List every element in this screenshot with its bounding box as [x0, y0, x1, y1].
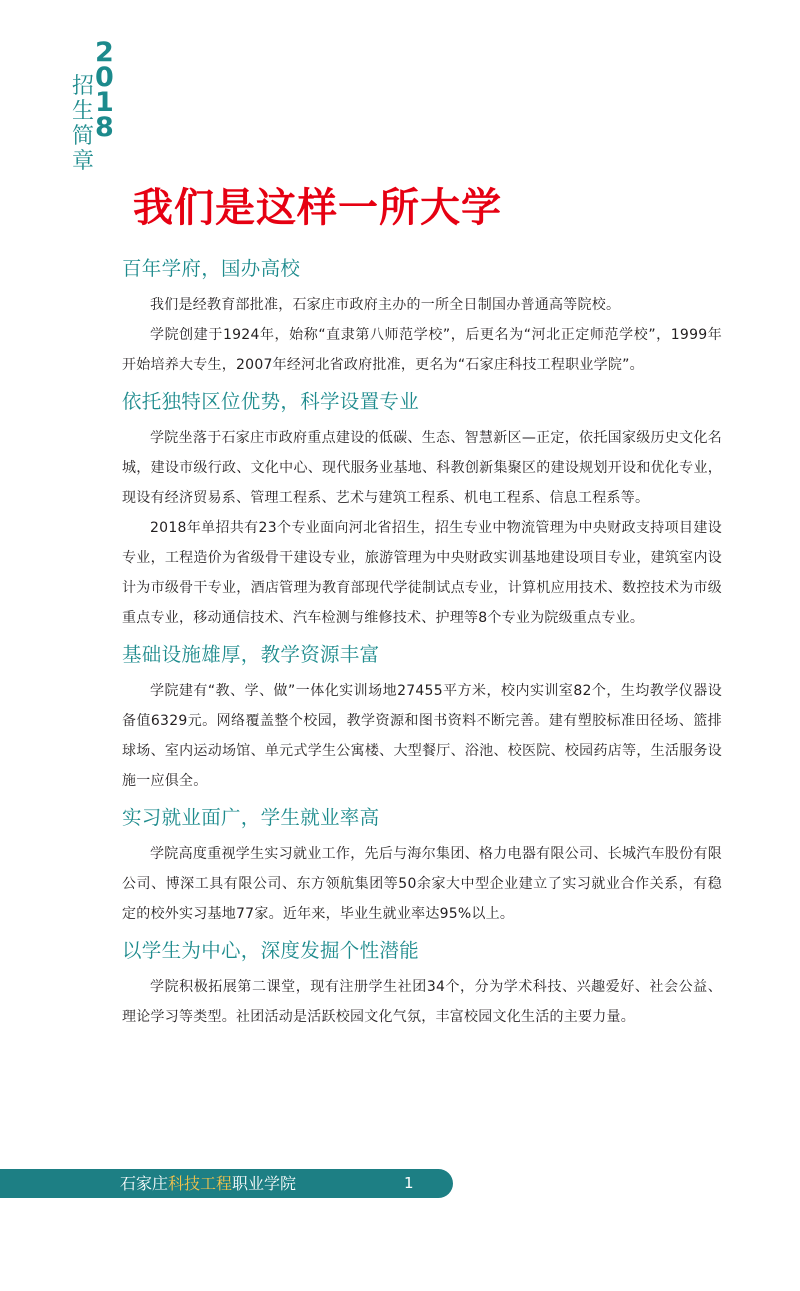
paragraph: 2018年单招共有23个专业面向河北省招生，招生专业中物流管理为中央财政支持项目建设专业，工程造价为省级骨干建设专业，旅游管理为中央财政实训基地建设项目专业，建筑室内设计为市级骨干专业，酒店管理为教育部现代学徒制试点专业，计算机应用技术、数控技术为市级重点专业，移动通信技术、汽车检测与维修技术、护理等8个专业为院级重点专业。 [122, 520, 722, 626]
section-history [122, 254, 722, 380]
brochure-char: 章 [72, 149, 95, 174]
page-number: 1 [404, 1174, 414, 1192]
section-majors [122, 387, 722, 633]
year-digit: 8 [95, 112, 114, 143]
main-content [122, 254, 722, 1032]
section-heading: 实习就业面广，学生就业率高 [122, 806, 380, 829]
brochure-year-mark [72, 37, 114, 174]
paragraph: 我们是经教育部批准，石家庄市政府主办的一所全日制国办普通高等院校。 [150, 297, 621, 313]
footer-school-highlight: 科技工程 [168, 1174, 233, 1193]
paragraph: 学院建有“教、学、做”一体化实训场地27455平方米，校内实训室82个，生均教学仪器设备值6329元。网络覆盖整个校园，教学资源和图书资料不断完善。建有塑胶标准田径场、篮排球场、室内运动场馆、单元式学生公寓楼、大型餐厅、浴池、校医院、校园药店等，生活服务设施一应俱全。 [122, 683, 722, 789]
year-digit: 2 [95, 37, 114, 68]
section-employment [122, 803, 722, 929]
paragraph: 学院高度重视学生实习就业工作，先后与海尔集团、格力电器有限公司、长城汽车股份有限公司、博深工具有限公司、东方领航集团等50余家大中型企业建立了实习就业合作关系，有稳定的校外实习基地77家。近年来，毕业生就业率达95%以上。 [122, 846, 722, 922]
paragraph: 学院积极拓展第二课堂，现有注册学生社团34个，分为学术科技、兴趣爱好、社会公益、理论学习等类型。社团活动是活跃校园文化气氛，丰富校园文化生活的主要力量。 [122, 979, 722, 1025]
brochure-char: 简 [72, 124, 95, 149]
footer-school-part: 石家庄 [120, 1174, 169, 1193]
section-heading: 基础设施雄厚，教学资源丰富 [122, 643, 380, 666]
footer-school-part: 职业学院 [232, 1174, 297, 1193]
brochure-label [72, 74, 94, 174]
section-student-life [122, 936, 722, 1032]
brochure-char: 招 [72, 74, 95, 99]
footer-school-name [120, 1169, 296, 1198]
paragraph: 学院创建于1924年，始称“直隶第八师范学校”，后更名为“河北正定师范学校”，1999年开始培养大专生，2007年经河北省政府批准，更名为“石家庄科技工程职业学院”。 [122, 327, 722, 373]
year-digits [95, 37, 114, 143]
section-heading: 依托独特区位优势，科学设置专业 [122, 390, 420, 413]
paragraph: 学院坐落于石家庄市政府重点建设的低碳、生态、智慧新区—正定，依托国家级历史文化名城，建设市级行政、文化中心、现代服务业基地、科教创新集聚区的建设规划开设和优化专业，现设有经济贸易系、管理工程系、艺术与建筑工程系、机电工程系、信息工程系等。 [122, 430, 722, 506]
brochure-char: 生 [72, 99, 95, 124]
year-digit: 1 [95, 87, 114, 118]
section-heading: 以学生为中心，深度发掘个性潜能 [122, 939, 420, 962]
year-digit: 0 [95, 62, 114, 93]
section-facilities [122, 640, 722, 796]
page-title: 我们是这样一所大学 [133, 185, 502, 231]
section-heading: 百年学府，国办高校 [122, 257, 301, 280]
